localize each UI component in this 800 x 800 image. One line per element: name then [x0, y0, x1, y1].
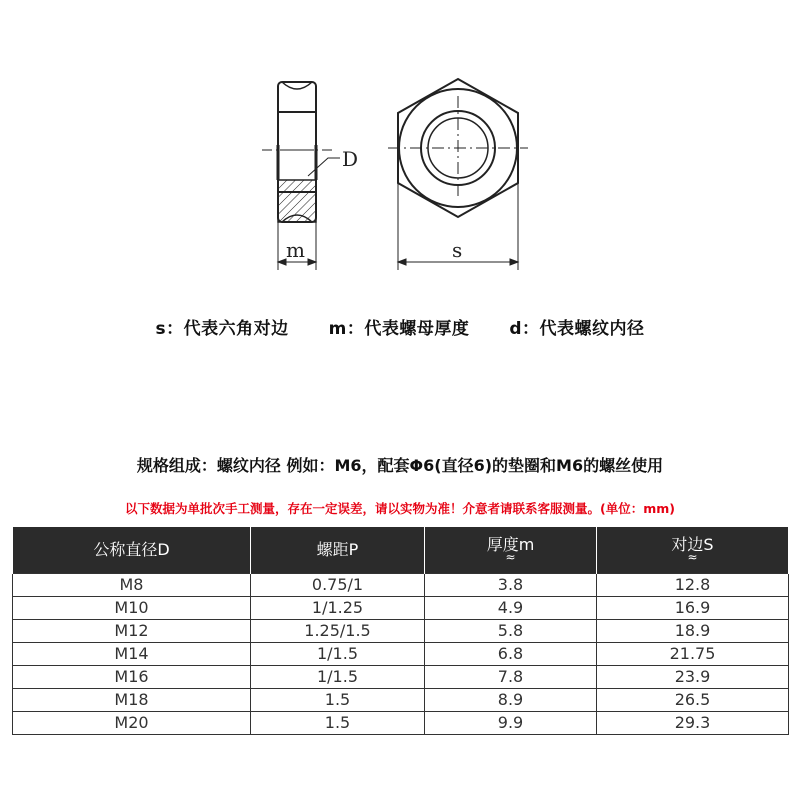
cell-across-flats: 21.75	[597, 643, 789, 666]
cell-diameter: M16	[13, 666, 251, 689]
table-row	[13, 620, 789, 643]
spec-table	[12, 527, 789, 735]
cell-pitch: 1.25/1.5	[251, 620, 425, 643]
cell-diameter: M12	[13, 620, 251, 643]
legend-m: m：代表螺母厚度	[328, 319, 470, 339]
cell-thickness: 4.9	[425, 597, 597, 620]
table-row	[13, 574, 789, 597]
cell-across-flats: 12.8	[597, 574, 789, 597]
cell-across-flats: 29.3	[597, 712, 789, 735]
cell-pitch: 1/1.25	[251, 597, 425, 620]
cell-thickness: 7.8	[425, 666, 597, 689]
legend-s: s：代表六角对边	[155, 319, 289, 339]
header-pitch: 螺距P	[251, 527, 425, 574]
cell-pitch: 1/1.5	[251, 643, 425, 666]
table-row	[13, 666, 789, 689]
table-row	[13, 712, 789, 735]
nut-side-view	[278, 82, 316, 222]
cell-thickness: 5.8	[425, 620, 597, 643]
cell-thickness: 6.8	[425, 643, 597, 666]
cell-across-flats: 23.9	[597, 666, 789, 689]
measurement-notice: 以下数据为单批次手工测量，存在一定误差，请以实物为准！介意者请联系客服测量。(单位：mm)	[125, 501, 675, 516]
hex-nut-drawing	[0, 0, 800, 300]
cell-across-flats: 18.9	[597, 620, 789, 643]
cell-thickness: 8.9	[425, 689, 597, 712]
cell-diameter: M10	[13, 597, 251, 620]
header-thickness: 厚度m ≈	[425, 527, 597, 574]
legend-d: d：代表螺纹内径	[509, 319, 645, 339]
cell-across-flats: 26.5	[597, 689, 789, 712]
cell-pitch: 0.75/1	[251, 574, 425, 597]
cell-pitch: 1.5	[251, 712, 425, 735]
cell-thickness: 9.9	[425, 712, 597, 735]
spec-composition-line: 规格组成：螺纹内径 例如：M6，配套Φ6(直径6)的垫圈和M6的螺丝使用	[136, 456, 664, 475]
d-leader-line	[308, 158, 340, 176]
cell-diameter: M14	[13, 643, 251, 666]
cell-across-flats: 16.9	[597, 597, 789, 620]
table-row	[13, 689, 789, 712]
cell-diameter: M20	[13, 712, 251, 735]
cell-diameter: M18	[13, 689, 251, 712]
table-header-row	[13, 527, 789, 574]
table-row	[13, 597, 789, 620]
cell-thickness: 3.8	[425, 574, 597, 597]
cell-diameter: M8	[13, 574, 251, 597]
drawing-label-m: m	[286, 238, 305, 262]
dimension-legend	[0, 314, 800, 339]
cell-pitch: 1.5	[251, 689, 425, 712]
table-row	[13, 643, 789, 666]
header-nominal-diameter: 公称直径D	[13, 527, 251, 574]
header-across-flats: 对边S ≈	[597, 527, 789, 574]
cell-pitch: 1/1.5	[251, 666, 425, 689]
drawing-label-d: D	[342, 147, 359, 171]
drawing-label-s: s	[452, 238, 463, 262]
